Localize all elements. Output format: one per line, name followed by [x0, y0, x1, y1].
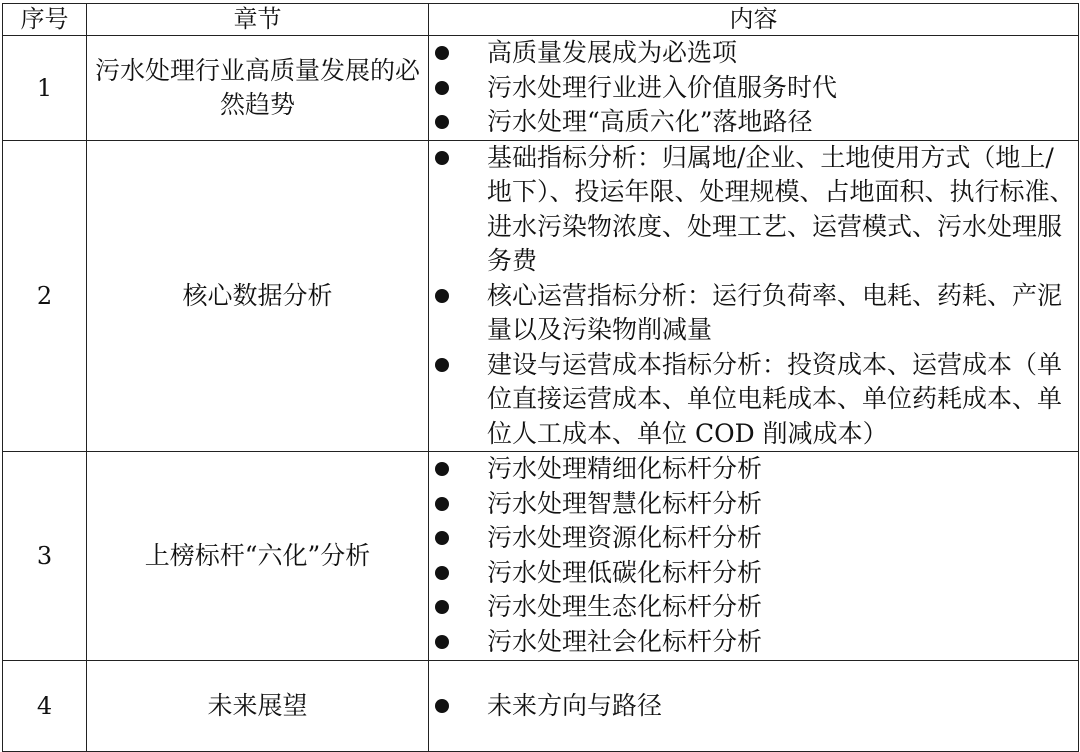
- list-item: [429, 487, 1078, 522]
- header-chapter: 章节: [87, 4, 429, 36]
- list-item-text: 污水处理资源化标杆分析: [487, 523, 763, 552]
- list-item-text: 污水处理行业进入价值服务时代: [487, 72, 838, 102]
- bullet-icon: [435, 531, 449, 545]
- list-item-text: 核心运营指标分析：运行负荷率、电耗、药耗、产泥量以及污染物削减量: [487, 280, 1063, 344]
- list-item: [429, 348, 1078, 452]
- table-row: [3, 140, 1079, 452]
- bullet-icon: [435, 46, 449, 60]
- bullet-icon: [435, 462, 449, 476]
- list-item-text: 污水处理“高质六化”落地路径: [487, 107, 813, 136]
- bullet-icon: [435, 358, 449, 372]
- list-item-text: 污水处理低碳化标杆分析: [487, 557, 763, 587]
- list-item-text: 污水处理社会化标杆分析: [487, 626, 763, 656]
- row-index: 3: [3, 452, 87, 661]
- list-item: [429, 556, 1078, 591]
- list-item-text: 建设与运营成本指标分析：投资成本、运营成本（单位直接运营成本、单位电耗成本、单位药耗成本、单位人工成本、单位 COD 削减成本）: [487, 349, 1063, 448]
- list-item-text: 基础指标分析：归属地/企业、土地使用方式（地上/地下）、投运年限、处理规模、占地面积、执行标准、进水污染物浓度、处理工艺、运营模式、污水处理服务费: [487, 142, 1075, 275]
- list-item: [429, 105, 1078, 140]
- bullet-icon: [435, 600, 449, 614]
- list-item-text: 污水处理智慧化标杆分析: [487, 488, 763, 518]
- row-chapter: 核心数据分析: [87, 140, 429, 452]
- row-content: [429, 140, 1079, 452]
- table-row: [3, 661, 1079, 752]
- list-item: [429, 71, 1078, 106]
- row-index: 2: [3, 140, 87, 452]
- table-row: [3, 452, 1079, 661]
- row-content: [429, 661, 1079, 752]
- list-item: [429, 521, 1078, 556]
- list-item-text: 污水处理生态化标杆分析: [487, 592, 763, 621]
- list-item: [429, 279, 1078, 348]
- row-content: [429, 452, 1079, 661]
- list-item: [429, 625, 1078, 660]
- row-chapter: 未来展望: [87, 661, 429, 752]
- list-item: [429, 590, 1078, 625]
- bullet-icon: [435, 81, 449, 95]
- row-index: 1: [3, 36, 87, 141]
- row-chapter: 上榜标杆“六化”分析: [87, 452, 429, 661]
- list-item: [429, 689, 1078, 724]
- bullet-icon: [435, 115, 449, 129]
- bullet-icon: [435, 497, 449, 511]
- table-row: [3, 36, 1079, 141]
- header-content: 内容: [429, 4, 1079, 36]
- bullet-icon: [435, 566, 449, 580]
- list-item-text: 污水处理精细化标杆分析: [487, 454, 763, 483]
- list-item: [429, 36, 1078, 71]
- bullet-icon: [435, 289, 449, 303]
- list-item-text: 高质量发展成为必选项: [487, 38, 738, 67]
- list-item-text: 未来方向与路径: [487, 690, 663, 720]
- row-content: [429, 36, 1079, 141]
- header-row: [3, 4, 1079, 36]
- bullet-icon: [435, 635, 449, 649]
- chapter-table: [2, 3, 1079, 752]
- bullet-icon: [435, 151, 449, 165]
- header-index: 序号: [3, 4, 87, 36]
- list-item: [429, 452, 1078, 487]
- row-index: 4: [3, 661, 87, 752]
- list-item: [429, 141, 1078, 279]
- row-chapter: 污水处理行业高质量发展的必然趋势: [87, 36, 429, 141]
- bullet-icon: [435, 699, 449, 713]
